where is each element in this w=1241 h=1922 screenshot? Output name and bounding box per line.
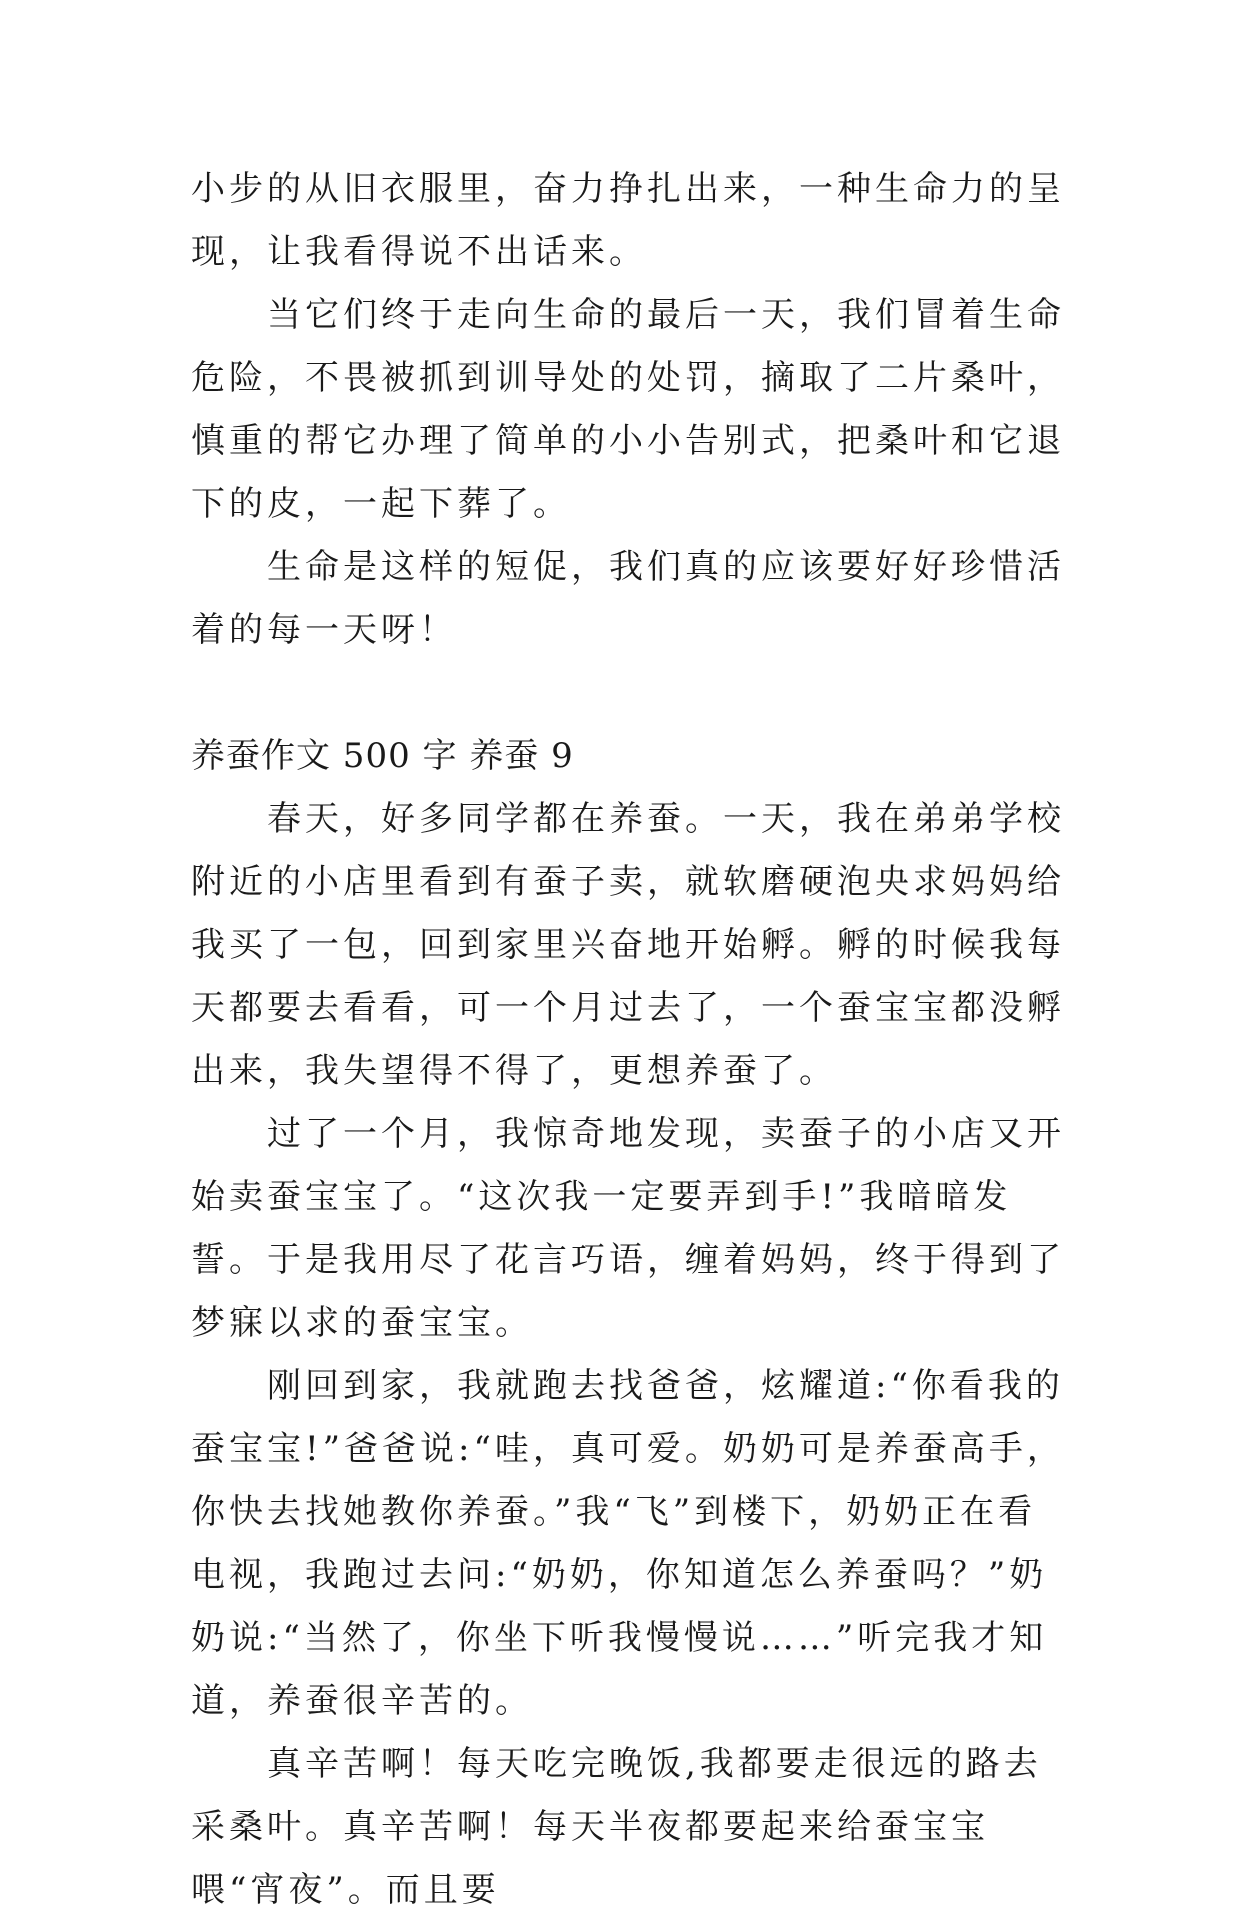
section-spacer — [191, 662, 1071, 725]
paragraph: 真辛苦啊！每天吃完晚饭,我都要走很远的路去采桑叶。真辛苦啊！每天半夜都要起来给蚕宝宝喂“宵夜”。而且要 — [191, 1744, 1042, 1910]
paragraph: 过了一个月，我惊奇地发现，卖蚕子的小店又开始卖蚕宝宝了。“这次我一定要弄到手!”我暗暗发誓。于是我用尽了花言巧语，缠着妈妈，终于得到了梦寐以求的蚕宝宝。 — [191, 1114, 1065, 1343]
document-body — [191, 158, 1071, 1922]
section-heading: 养蚕作文 500 字 养蚕 9 — [191, 736, 574, 776]
paragraph: 刚回到家，我就跑去找爸爸，炫耀道:“你看我的蚕宝宝!”爸爸说:“哇，真可爱。奶奶可是养蚕高手，你快去找她教你养蚕。”我“飞”到楼下，奶奶正在看电视，我跑过去问:“奶奶，你知道怎么养蚕吗？”奶奶说:“当然了，你坐下听我慢慢说……”听完我才知道，养蚕很辛苦的。 — [191, 1366, 1065, 1721]
paragraph: 春天，好多同学都在养蚕。一天，我在弟弟学校附近的小店里看到有蚕子卖，就软磨硬泡央求妈妈给我买了一包，回到家里兴奋地开始孵。孵的时候我每天都要去看看，可一个月过去了，一个蚕宝宝都没孵出来，我失望得不得了，更想养蚕了。 — [191, 799, 1065, 1091]
paragraph: 生命是这样的短促，我们真的应该要好好珍惜活着的每一天呀！ — [191, 547, 1065, 650]
paragraph-continued: 小步的从旧衣服里，奋力挣扎出来，一种生命力的呈现，让我看得说不出话来。 — [191, 169, 1065, 272]
paragraph: 当它们终于走向生命的最后一天，我们冒着生命危险，不畏被抓到训导处的处罚，摘取了二片桑叶，慎重的帮它办理了简单的小小告别式，把桑叶和它退下的皮，一起下葬了。 — [191, 295, 1065, 524]
